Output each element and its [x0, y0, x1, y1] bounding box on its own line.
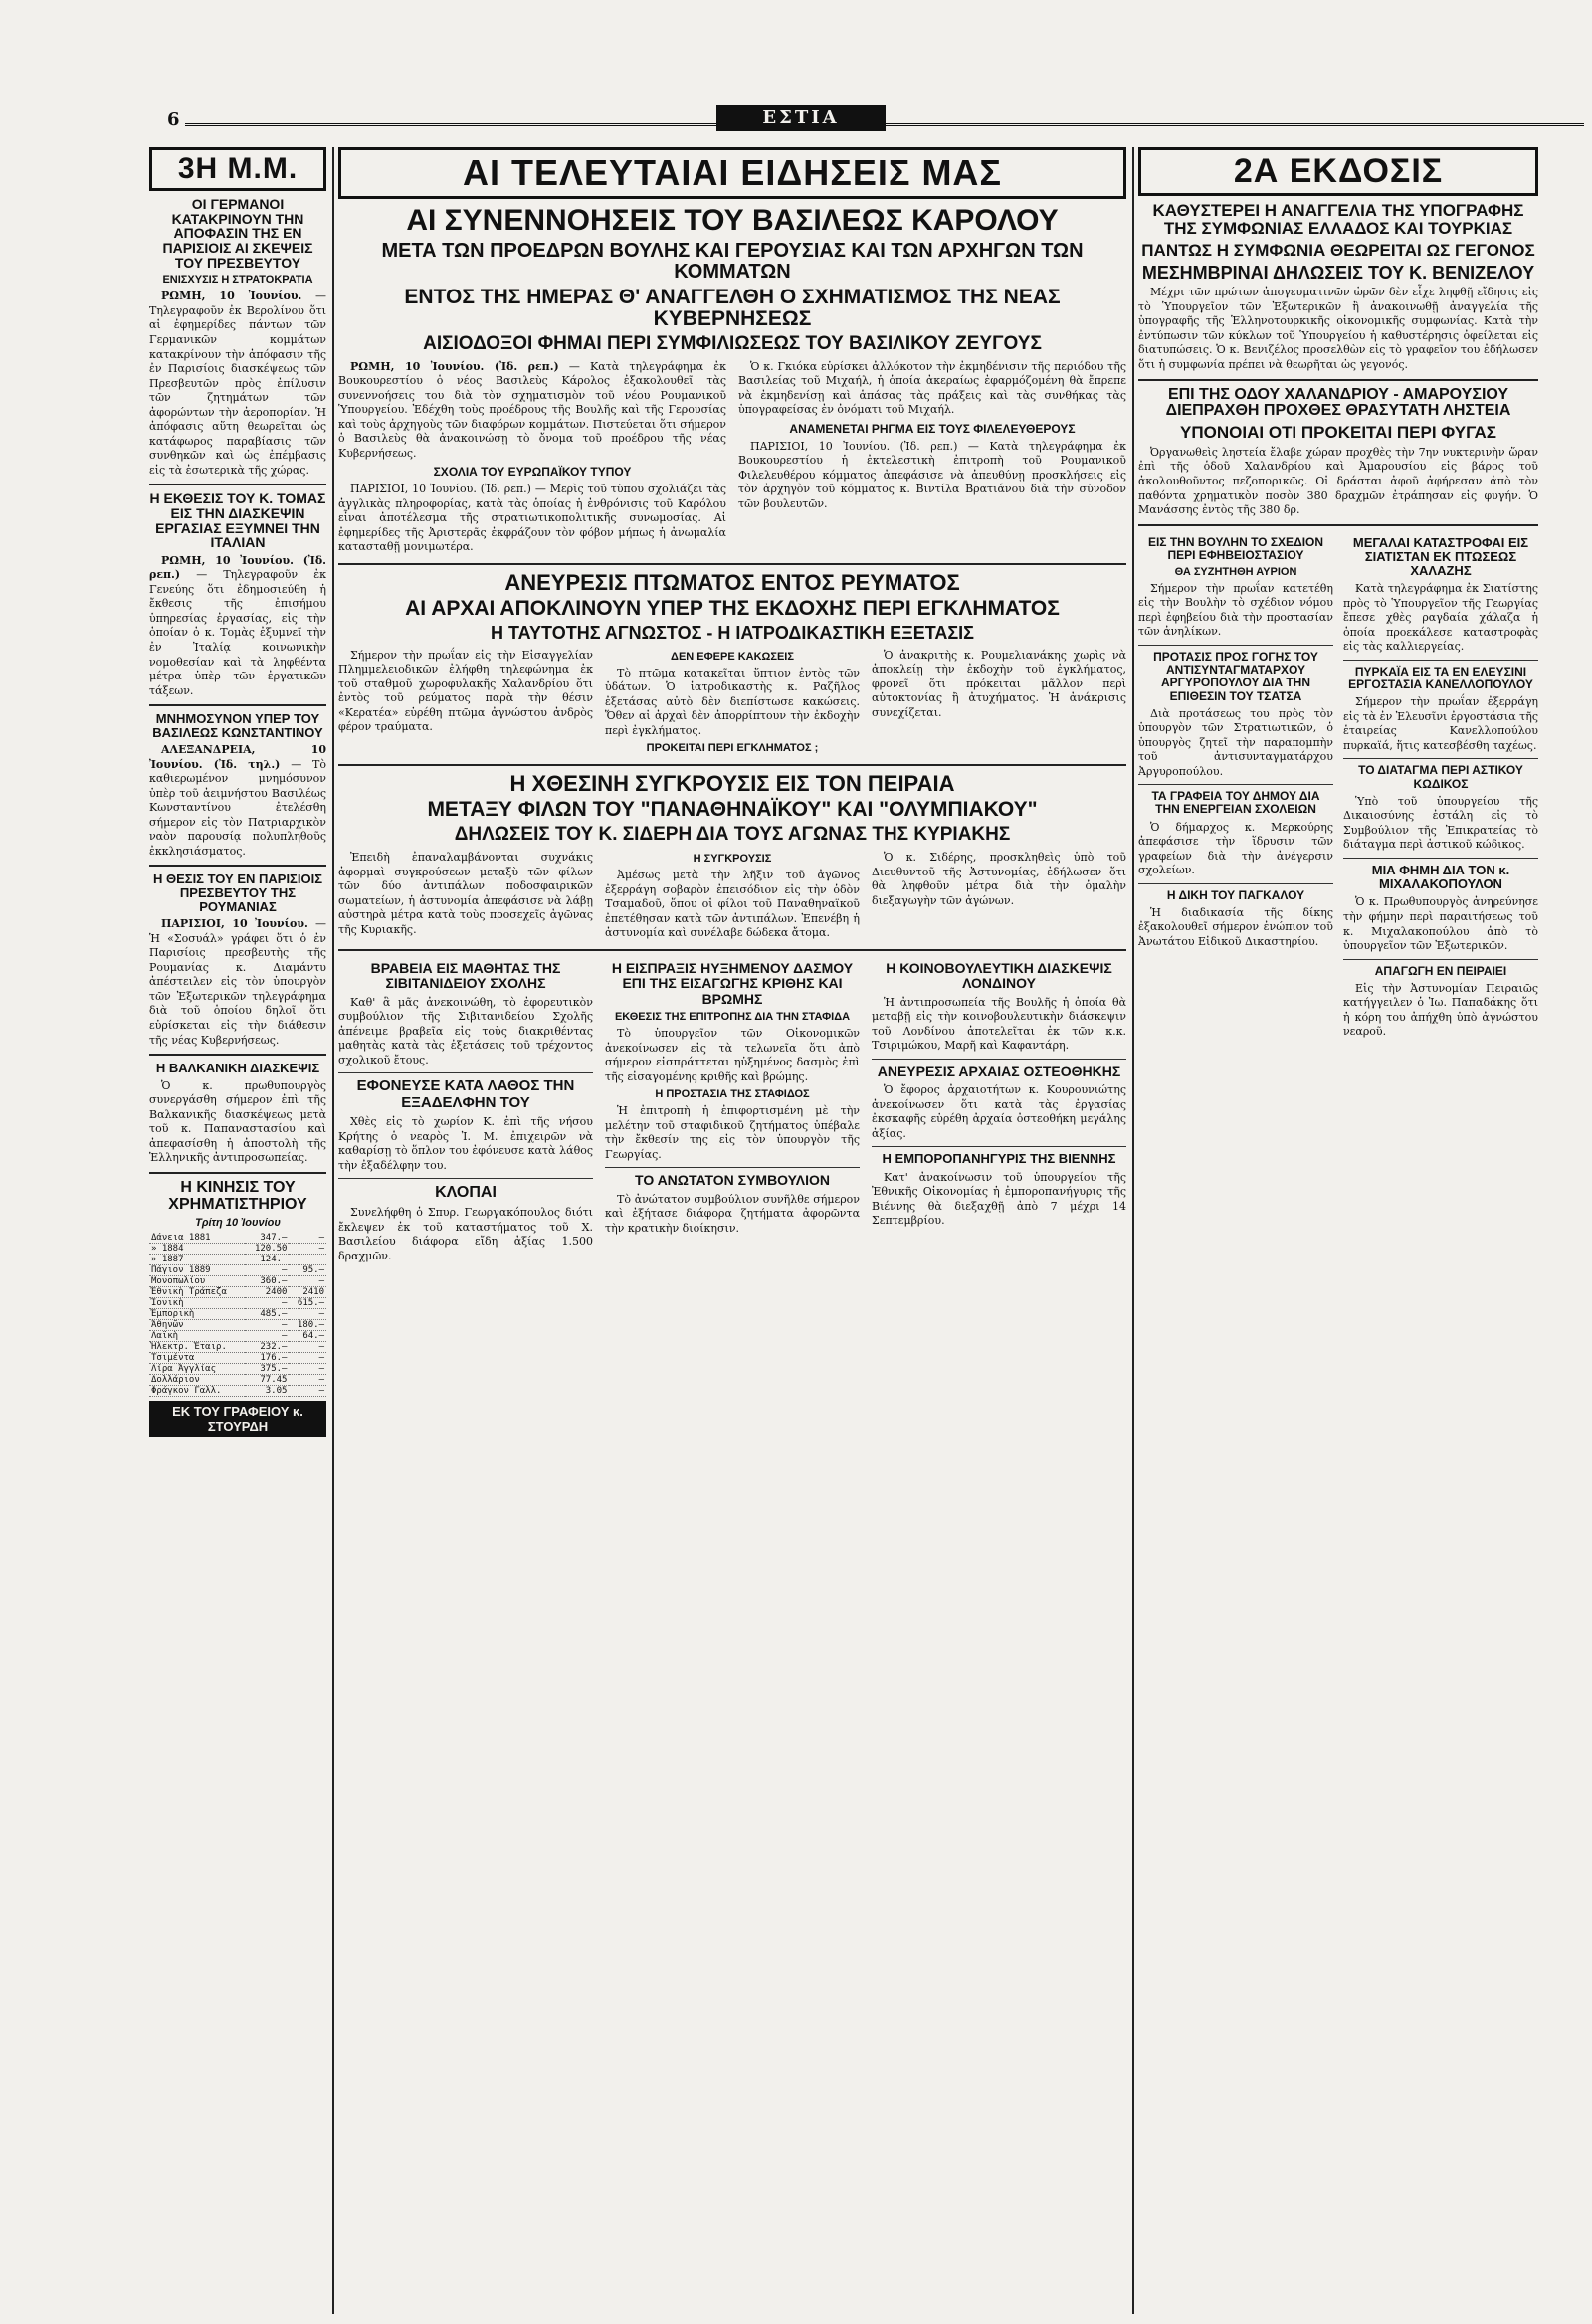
article-text: Ἡ ἀντιπροσωπεία τῆς Βουλῆς ἡ ὁποία θὰ μεταβῇ εἰς τὴν κοινοβουλευτικὴν διάσκεψιν τοῦ Λονδίνου ἀποτελεῖται ἐκ τῶν κ.κ. Τσιριμώκου, Μαρῆ καὶ Καφαντάρη. [872, 995, 1126, 1053]
table-cell: 2410 [289, 1287, 326, 1298]
headline-council: ΤΟ ΑΝΩΤΑΤΟΝ ΣΥΜΒΟΥΛΙΟΝ [635, 1172, 830, 1189]
table-cell: 360.— [245, 1276, 289, 1287]
headline-market: Η ΚΙΝΗΣΙΣ ΤΟΥ ΧΡΗΜΑΤΙΣΤΗΡΙΟΥ [168, 1178, 307, 1213]
article-text: — Τηλεγραφοῦν ἐκ Βερολίνου ὅτι αἱ ἐφημερίδες πάντων τῶν Γερμανικῶν κομμάτων κατακρίνουν τὴν ἀπόφασιν τῆς ἐν Παρισίοις διασκέψεως τῶν Πρεσβευτῶν πρὸς ἐπίλυσιν τῶν ζητημάτων τῶν ἀφορώντων τὴν ἀεροπορίαν. Ἡ ἀπόφασις αὕτη θεωρεῖται ὡς κατάφωρος παραβίασις τῶν συνθηκῶν καὶ ὡς ἐπέμβασις εἰς τὰ ἐσωτερικὰ τῆς χώρας. [149, 290, 326, 477]
table-cell: 120.50 [245, 1244, 289, 1255]
headline-killing: ΕΦΟΝΕΥΣΕ ΚΑΤΑ ΛΑΘΟΣ ΤΗΝ ΕΞΑΔΕΛΦΗΝ ΤΟΥ [356, 1077, 575, 1111]
headline-hail: ΜΕΓΑΛΑΙ ΚΑΤΑΣΤΡΟΦΑΙ ΕΙΣ ΣΙΑΤΙΣΤΑΝ ΕΚ ΠΤΩΣΕΩΣ ΧΑΛΑΖΗΣ [1352, 534, 1529, 579]
table-cell: Τσιμέντα [149, 1353, 245, 1364]
page-number: 6 [167, 109, 180, 130]
article-text: ΠΑΡΙΣΙΟΙ, 10 Ἰουνίου. (Ἰδ. ρεπ.) — Μερὶς τοῦ τύπου σχολιάζει τὰς ἀγγλικὰς πληροφορίας, κατὰ τὰς ὁποίας ἡ ἐνθρόνισις τοῦ Καρόλου εἶναι ἀποτέλεσμα τῆς στρατιωτικοπολιτικῆς συνωμοσίας. Αἱ ἐφημερίδες τῆς Ἀριστερᾶς ἐκφράζουν τὸν φόβον μήπως ἡ ἀνωμαλία κατασταθῇ μονιμωτέρα. [338, 483, 726, 554]
masthead: ΕΣΤΙΑ [716, 105, 886, 131]
lead-subheadline-2: ΕΝΤΟΣ ΤΗΣ ΗΜΕΡΑΣ Θ' ΑΝΑΓΓΕΛΘΗ Ο ΣΧΗΜΑΤΙΣΜΟΣ ΤΗΣ ΝΕΑΣ ΚΥΒΕΡΝΗΣΕΩΣ [404, 285, 1061, 330]
article-text: Ἡ ἐπιτροπὴ ἡ ἐπιφορτισμένη μὲ τὴν μελέτην τοῦ σταφιδικοῦ ζητήματος ὑπέβαλε τὴν ἔκθεσίν της εἰς τὸν ὑπουργὸν τῆς Γεωργίας. [605, 1104, 860, 1161]
article-text: Ὁ κ. πρωθυπουργὸς συνεργάσθη σήμερον ἐπὶ τῆς Βαλκανικῆς διασκέψεως μετὰ τοῦ κ. Παπαναστασίου καὶ ἀπεφασίσθη ἡ ἀποστολὴ τῆς Ἑλληνικῆς ἀντιπροσωπείας. [149, 1078, 326, 1165]
table-cell: 615.— [289, 1298, 326, 1309]
table-row [149, 1342, 326, 1353]
section-latest-news: ΑΙ ΤΕΛΕΥΤΑΙΑΙ ΕΙΔΗΣΕΙΣ ΜΑΣ [338, 147, 1126, 199]
headline-proposal: ΠΡΟΤΑΣΙΣ ΠΡΟΣ ΓΟΓΗΣ ΤΟΥ ΑΝΤΙΣΥΝΤΑΓΜΑΤΑΡΧΟΥ ΑΡΓΥΡΟΠΟΥΛΟΥ ΔΙΑ ΤΗΝ ΕΠΙΘΕΣΙΝ ΤΟΥ ΤΣΑΤΣΑ [1153, 649, 1318, 703]
subheadline-fact: ΠΑΝΤΩΣ Η ΣΥΜΦΩΝΙΑ ΘΕΩΡΕΙΤΑΙ ΩΣ ΓΕΓΟΝΟΣ [1141, 240, 1535, 260]
headline-pangalos-trial: Η ΔΙΚΗ ΤΟΥ ΠΑΓΚΑΛΟΥ [1166, 887, 1305, 902]
headline-schools: ΤΑ ΓΡΑΦΕΙΑ ΤΟΥ ΔΗΜΟΥ ΔΙΑ ΤΗΝ ΕΝΕΡΓΕΙΑΝ ΣΧΟΛΕΙΩΝ [1151, 789, 1320, 817]
article-text: Ἐπειδὴ ἐπαναλαμβάνονται συχνάκις ἀφορμαὶ συγκρούσεων μεταξὺ τῶν φίλων τῶν δύο ἀντιπάλων ποδοσφαιρικῶν σωματείων, ἡ ἀστυνομία ἀπεφάσισε νὰ λάβῃ αὐστηρὰ μέτρα κατὰ τοὺς προσεχεῖς ἀγῶνας τῆς Κυριακῆς. [338, 851, 593, 936]
table-cell: Λαϊκὴ [149, 1331, 245, 1342]
table-cell: Ἰονικὴ [149, 1298, 245, 1309]
article-text: — Τὸ καθιερωμένον μνημόσυνον ὑπὲρ τοῦ ἀειμνήστου Βασιλέως Κωνσταντίνου ἐτελέσθη σήμερον εἰς τὸν Πατριαρχικὸν ναὸν παρουσίᾳ πολυπληθοῦς ἐκκλησιάσματος. [149, 757, 326, 858]
table-cell: 232.— [245, 1342, 289, 1353]
table-row [149, 1287, 326, 1298]
table-cell: — [245, 1331, 289, 1342]
page-header [0, 107, 1592, 141]
lead-subheadline-3: ΑΙΣΙΟΔΟΞΟΙ ΦΗΜΑΙ ΠΕΡΙ ΣΥΜΦΙΛΙΩΣΕΩΣ ΤΟΥ ΒΑΣΙΛΙΚΟΥ ΖΕΥΓΟΥΣ [423, 332, 1042, 354]
table-cell: 77.45 [245, 1375, 289, 1386]
table-cell: — [289, 1244, 326, 1255]
headline-abduction: ΑΠΑΓΩΓΗ ΕΝ ΠΕΙΡΑΙΕΙ [1374, 963, 1507, 978]
right-column [1138, 147, 1538, 2314]
table-row [149, 1276, 326, 1287]
subhead: Η ΣΥΓΚΡΟΥΣΙΣ [693, 853, 772, 866]
table-cell: Μονοπωλίου [149, 1276, 245, 1287]
article-text: Κατὰ τηλεγράφημα ἐκ Σιατίστης πρὸς τὸ Ὑπουργεῖον τῆς Γεωργίας ἔπεσε χθὲς ραγδαία χάλαζα ἡ ὁποία προεκάλεσε καταστροφὰς εἰς τὰς καλλιεργείας. [1343, 582, 1538, 654]
table-cell: Λίρα Ἀγγλίας [149, 1364, 245, 1375]
table-cell: Ἐθνικὴ Τράπεζα [149, 1287, 245, 1298]
dateline: ΡΩΜΗ, 10 Ἰουνίου. [161, 290, 302, 303]
headline-civil-code: ΤΟ ΔΙΑΤΑΓΜΑ ΠΕΡΙ ΑΣΤΙΚΟΥ ΚΩΔΙΚΟΣ [1358, 763, 1523, 791]
headline-germans: ΟΙ ΓΕΡΜΑΝΟΙ ΚΑΤΑΚΡΙΝΟΥΝ ΤΗΝ ΑΠΟΦΑΣΙΝ ΤΗΣ ΕΝ ΠΑΡΙΣΙΟΙΣ ΑΙ ΣΚΕΨΕΙΣ ΤΟΥ ΠΡΕΣΒΕΥΤΟΥ [162, 196, 313, 271]
article-text: Χθὲς εἰς τὸ χωρίον Κ. ἐπὶ τῆς νήσου Κρήτης ὁ νεαρὸς Ἰ. Μ. ἐπιχειρῶν νὰ καθαρίσῃ τὸ ὅπλον του ἐφόνευσε κατὰ λάθος τὴν ἐξαδέλφην του. [338, 1115, 593, 1172]
subhead-press: ΣΧΟΛΙΑ ΤΟΥ ΕΥΡΩΠΑΪΚΟΥ ΤΥΠΟΥ [433, 465, 632, 480]
table-cell: » 1884 [149, 1244, 245, 1255]
headline-vienna-fair: Η ΕΜΠΟΡΟΠΑΝΗΓΥΡΙΣ ΤΗΣ ΒΙΕΝΝΗΣ [882, 1151, 1116, 1167]
article-text: Σήμερον τὴν πρωΐαν ἐξερράγη εἰς τὰ ἐν Ἐλευσῖνι ἐργοστάσια τῆς ἑταιρείας Κανελλοπούλου πυρκαϊά, ἥτις κατεσβέσθη ταχέως. [1343, 695, 1538, 752]
table-cell: — [289, 1375, 326, 1386]
table-cell: Δολλάριον [149, 1375, 245, 1386]
column-divider [332, 147, 334, 2314]
lead-headline: ΑΙ ΣΥΝΕΝΝΟΗΣΕΙΣ ΤΟΥ ΒΑΣΙΛΕΩΣ ΚΑΡΟΛΟΥ [406, 204, 1059, 237]
subheadline-venizelos: ΜΕΣΗΜΒΡΙΝΑΙ ΔΗΛΩΣΕΙΣ ΤΟΥ Κ. ΒΕΝΙΖΕΛΟΥ [1141, 262, 1535, 283]
article-text: Σήμερον τὴν πρωΐαν κατετέθη εἰς τὴν Βουλὴν τὸ σχέδιον νόμου περὶ ἐφηβείου διὰ τὴν προστασίαν τῶν ἀνηλίκων. [1138, 581, 1333, 639]
article-text: Τὸ ὑπουργεῖον τῶν Οἰκονομικῶν ἀνεκοίνωσεν εἰς τὰ τελωνεῖα ὅτι ἀπὸ σήμερον εἰσπράττεται ηὐξημένος δασμὸς ἐπὶ τῆς εἰσαγομένης κριθῆς καὶ βρώμης. [605, 1027, 860, 1083]
article-text: Εἰς τὴν Ἀστυνομίαν Πειραιῶς κατήγγειλεν ὁ Ἰω. Παπαδάκης ὅτι ἡ κόρη του ἀπήχθη ὑπὸ ἀγνώστου νεαροῦ. [1343, 981, 1538, 1039]
subhead-liberals: ΑΝΑΜΕΝΕΤΑΙ ΡΗΓΜΑ ΕΙΣ ΤΟΥΣ ΦΙΛΕΛΕΥΘΕΡΟΥΣ [789, 421, 1076, 436]
article-text: Διὰ προτάσεως του πρὸς τὸν ὑπουργὸν τῶν Στρατιωτικῶν, ὁ ὑπουργὸς ζητεῖ τὴν παραπομπὴν τοῦ ἀντισυνταγματάρχου Ἀργυροπούλου. [1138, 706, 1333, 778]
table-row [149, 1244, 326, 1255]
dateline: ΑΛΕΞΑΝΔΡΕΙΑ, 10 Ἰουνίου. (Ἰδ. τηλ.) [149, 743, 326, 771]
table-cell: 176.— [245, 1353, 289, 1364]
article-text: — Ἡ «Σοσυάλ» γράφει ὅτι ὁ ἐν Παρισίοις πρεσβευτὴς τῆς Ρουμανίας κ. Διαμάντυ ἀπέστειλεν εἰς τὸν ὑπουργὸν τῶν Ἐξωτερικῶν τηλεγράφημα διὰ τοῦ ὁποίου δηλοῖ ὅτι εὑρίσκεται εἰς τὴν διάθεσιν τῆς νέας Κυβερνήσεως. [149, 917, 326, 1047]
article-text: Ὁ κ. Πρωθυπουργὸς ἀνηρεύνησε τὴν φήμην περὶ παραιτήσεως τοῦ κ. Μιχαλακοπούλου ἀπὸ τὸ ὑπουργεῖον τῶν Ἐξωτερικῶν. [1343, 895, 1538, 953]
table-cell: — [289, 1353, 326, 1364]
table-row [149, 1386, 326, 1397]
headline-balkan: Η ΒΑΛΚΑΝΙΚΗ ΔΙΑΣΚΕΨΙΣ [155, 1061, 320, 1076]
headline-memorial: ΜΝΗΜΟΣΥΝΟΝ ΥΠΕΡ ΤΟΥ ΒΑΣΙΛΕΩΣ ΚΩΝΣΤΑΝΤΙΝΟΥ [152, 711, 323, 740]
article-text: Τὸ πτῶμα κατακεῖται ὕπτιον ἐντὸς τῶν ὑδάτων. Ὁ ἰατροδικαστὴς κ. Ραζῆλος ἐξετάσας αὐτὸ δὲν διεπίστωσε κακώσεις. Ὅθεν αἱ ἀρχαὶ δὲν ἀπορρίπτουν τὴν ἐκδοχὴν περὶ ἐγκλήματος. [605, 666, 860, 737]
article-text: ΠΑΡΙΣΙΟΙ, 10 Ἰουνίου. (Ἰδ. ρεπ.) — Κατὰ τηλεγράφημα ἐκ Βουκουρεστίου ἡ ἐκτελεστικὴ ἐπιτροπὴ τοῦ Ρουμανικοῦ Φιλελευθέρου κόμματος ἀπεφάσισε νὰ ἀπευθύνῃ προσκλήσεις εἰς τὸν ἀρχηγὸν τοῦ κόμματος κ. Βιντίλα Βρατιάνου διὰ τὴν σύνοδον τῶν βουλευτῶν. [738, 439, 1126, 510]
table-cell: Ἡλεκτρ. Ἑταιρ. [149, 1342, 245, 1353]
subhead: ΕΚΘΕΣΙΣ ΤΗΣ ΕΠΙΤΡΟΠΗΣ ΔΙΑ ΤΗΝ ΣΤΑΦΙΔΑ [614, 1011, 851, 1024]
article-text: Συνελήφθη ὁ Σπυρ. Γεωργακόπουλος διότι ἔκλεψεν ἐκ τοῦ καταστήματος τοῦ Χ. Βασιλείου διάφορα εἴδη ἀξίας 1.500 δραχμῶν. [338, 1206, 593, 1262]
table-cell: — [289, 1342, 326, 1353]
market-footer: ΕΚ ΤΟΥ ΓΡΑΦΕΙΟΥ κ. ΣΤΟΥΡΔΗ [149, 1401, 326, 1437]
table-cell: — [289, 1386, 326, 1397]
table-cell: — [289, 1276, 326, 1287]
article-text: Ὁ ἀνακριτὴς κ. Ρουμελιανάκης χωρὶς νὰ ἀποκλείῃ τὴν ἐκδοχὴν τοῦ ἐγκλήματος, φρονεῖ ὅτι πρόκειται μᾶλλον περὶ αὐτοκτονίας ἢ ἀτυχήματος. Ἡ ἀνάκρισις συνεχίζεται. [872, 648, 1126, 719]
article-text: Ὁ ἔφορος ἀρχαιοτήτων κ. Κουρουνιώτης ἀνεκοίνωσεν ὅτι κατὰ τὰς ἐργασίας ἐκσκαφῆς εὑρέθη ἀρχαία ὀστεοθήκη μεγάλης ἀξίας. [872, 1083, 1126, 1140]
headline-ossuary: ΑΝΕΥΡΕΣΙΣ ΑΡΧΑΙΑΣ ΟΣΤΕΟΘΗΚΗΣ [877, 1063, 1121, 1079]
headline-rumor: ΜΙΑ ΦΗΜΗ ΔΙΑ ΤΟΝ κ. ΜΙΧΑΛΑΚΟΠΟΥΛΟΝ [1371, 862, 1510, 892]
dateline: ΠΑΡΙΣΙΟΙ, 10 Ἰουνίου. [161, 917, 308, 931]
headline-robbery: ΕΠΙ ΤΗΣ ΟΔΟΥ ΧΑΛΑΝΔΡΙΟΥ - ΑΜΑΡΟΥΣΙΟΥ ΔΙΕΠΡΑΧΘΗ ΠΡΟΧΘΕΣ ΘΡΑΣΥΤΑΤΗ ΛΗΣΤΕΙΑ [1165, 385, 1511, 420]
article-text: — Κατὰ τηλεγράφημα ἐκ Βουκουρεστίου ὁ νέος Βασιλεὺς Κάρολος ἐξακολουθεῖ τὰς συνεννοήσεις του διὰ τὸν σχηματισμὸν τοῦ νέου Ρουμανικοῦ Ὑπουργείου. Ἐδέχθη τοὺς προέδρους τῆς Βουλῆς καὶ τῆς Γερουσίας καὶ τοὺς ἀρχηγοὺς τῶν διαφόρων κομμάτων. Πιστεύεται ὅτι σήμερον ὁ Βασιλεὺς θὰ ἀνακοινώσῃ τὸ ὄνομα τοῦ προέδρου τῆς νέας Κυβερνήσεως. [338, 359, 726, 460]
market-table [149, 1233, 326, 1397]
table-cell: 3.05 [245, 1386, 289, 1397]
headline-london-conference: Η ΚΟΙΝΟΒΟΥΛΕΥΤΙΚΗ ΔΙΑΣΚΕΨΙΣ ΛΟΝΔΙΝΟΥ [886, 959, 1112, 992]
table-cell: — [245, 1298, 289, 1309]
table-row [149, 1233, 326, 1244]
table-cell: — [289, 1233, 326, 1244]
table-cell: 64.— [289, 1331, 326, 1342]
table-cell: Πάγιον 1889 [149, 1265, 245, 1276]
dateline: ΡΩΜΗ, 10 Ἰουνίου. (Ἰδ. ρεπ.) [350, 359, 559, 373]
table-cell: Φράγκον Γαλλ. [149, 1386, 245, 1397]
lead-subheadline: ΜΕΤΑ ΤΩΝ ΠΡΟΕΔΡΩΝ ΒΟΥΛΗΣ ΚΑΙ ΓΕΡΟΥΣΙΑΣ ΚΑΙ ΤΩΝ ΑΡΧΗΓΩΝ ΤΩΝ ΚΟΜΜΑΤΩΝ [381, 239, 1084, 283]
table-cell: 375.— [245, 1364, 289, 1375]
subheadline-identity: Η ΤΑΥΤΟΤΗΣ ΑΓΝΩΣΤΟΣ - Η ΙΑΤΡΟΔΙΚΑΣΤΙΚΗ ΕΞΕΤΑΣΙΣ [491, 622, 974, 643]
article-text: Μέχρι τῶν πρώτων ἀπογευματινῶν ὡρῶν δὲν εἶχε ληφθῇ εἴδησις εἰς τὸ Ὑπουργεῖον τῶν Ἐξωτερικῶν ἢ ἀνακοινωθῇ ἀναγγελία τῆς ὑπογραφῆς τῆς Ἑλληνοτουρκικῆς οἰκονομικῆς συμφωνίας. Κατὰ τὴν ἐντύπωσιν τῶν κύκλων τοῦ Ὑπουργείου ἡ καθυστέρησις ὀφείλεται εἰς διατυπώσεις. Ὁ κ. Βενιζέλος προσελθὼν εἰς τὸ γραφεῖον του ἐδήλωσεν ὅτι ἡ συμφωνία πρέπει νὰ θεωρῆται ὡς γεγονός. [1138, 286, 1538, 371]
article-text: Ὀργανωθεὶς ληστεία ἔλαβε χώραν προχθὲς τὴν 7ην νυκτερινὴν ὥραν ἐπὶ τῆς ὁδοῦ Χαλανδρίου καὶ Ἀμαρουσίου εἰς βάρος τοῦ ἀκολουθοῦντος πεζοπορικῶς. Οἱ δράσται ἀφοῦ ἀφήρεσαν ἀπὸ τὸν παθόντα χρηματικὸν ποσὸν 380 δραχμῶν ἐτράπησαν εἰς φυγήν. Ὁ Μανάσσης ἐντὸς τῆς 380 δρ. [1138, 445, 1538, 517]
subhead: Η ΠΡΟΣΤΑΣΙΑ ΤΗΣ ΣΤΑΦΙΔΟΣ [655, 1088, 810, 1101]
headline-agreement: ΚΑΘΥΣΤΕΡΕΙ Η ΑΝΑΓΓΕΛΙΑ ΤΗΣ ΥΠΟΓΡΑΦΗΣ ΤΗΣ ΣΥΜΦΩΝΙΑΣ ΕΛΛΑΔΟΣ ΚΑΙ ΤΟΥΡΚΙΑΣ [1152, 201, 1524, 238]
table-cell: Ἐμπορικὴ [149, 1309, 245, 1320]
article-text: Ὁ κ. Γκιόκα εὑρίσκει ἀλλόκοτον τὴν ἐκμηδένισιν τῆς περιόδου τῆς Βασιλείας τοῦ Μιχαήλ, ἡ ὁποία ἀκεραίως ἐφαρμόζομένη θὰ ἔπρεπε νὰ ἐκμηδενίσῃ καὶ ἁπάσας τὰς πράξεις καὶ τὰς συνθήκας τὰς ὑπογραφείσας ἐν ὀνόματι τοῦ Μιχαήλ. [738, 359, 1126, 417]
article-text: Ὁ δήμαρχος κ. Μερκούρης ἀπεφάσισε τὴν ἵδρυσιν τῶν γραφείων διὰ τὴν ἀνέγερσιν σχολείων. [1138, 820, 1333, 877]
table-cell: — [289, 1309, 326, 1320]
article-text: Ἀμέσως μετὰ τὴν λῆξιν τοῦ ἀγῶνος ἐξερράγη σοβαρὸν ἐπεισόδιον εἰς τὴν ὁδὸν Τσαμαδοῦ, ὅπου οἱ φίλοι τοῦ Παναθηναϊκοῦ ἐπετέθησαν κατὰ τῶν ἀντιπάλων. Ἐπενέβη ἡ ἀστυνομία καὶ συνέλαβε δώδεκα ἄτομα. [605, 869, 860, 940]
center-column [338, 147, 1126, 2314]
left-column [149, 147, 326, 2314]
article-text: Καθ' ἃ μᾶς ἀνεκοινώθη, τὸ ἐφορευτικὸν συμβούλιον τῆς Σιβιτανιδείου Σχολῆς ἀπένειμε βραβεῖα εἰς τοὺς διακριθέντας μαθητὰς κατὰ τὰς ἐξετάσεις τοῦ τρέχοντος σχολικοῦ ἔτους. [338, 995, 593, 1066]
article-text: — Τηλεγραφοῦν ἐκ Γενεύης ὅτι ἐδημοσιεύθη ἡ ἔκθεσις τῆς ἐπισήμου ὑπηρεσίας ἐργασίας, εἰς τὴν ὁποίαν ὁ κ. Τομὰς ἐξυμνεῖ τὴν ἐν Ἰταλίᾳ κοινωνικὴν νομοθεσίαν καὶ τὰ ληφθέντα μέτρα ὑπὲρ τῶν ἐργατικῶν τάξεων. [149, 568, 326, 697]
section-3mm: 3Η Μ.Μ. [149, 147, 326, 191]
article-text: Κατ' ἀνακοίνωσιν τοῦ ὑπουργείου τῆς Ἐθνικῆς Οἰκονομίας ἡ ἐμποροπανήγυρις τῆς Βιέννης θὰ διεξαχθῇ ἀπὸ 7 μέχρι 14 Σεπτεμβρίου. [872, 1170, 1126, 1228]
table-cell: — [289, 1255, 326, 1265]
subheadline-sideris: ΔΗΛΩΣΕΙΣ ΤΟΥ Κ. ΣΙΔΕΡΗ ΔΙΑ ΤΟΥΣ ΑΓΩΝΑΣ ΤΗΣ ΚΥΡΙΑΚΗΣ [454, 824, 1011, 846]
table-cell: — [245, 1265, 289, 1276]
article-text: Ὁ κ. Σιδέρης, προσκληθεὶς ὑπὸ τοῦ Διευθυντοῦ τῆς Ἀστυνομίας, ἐδήλωσεν ὅτι θὰ ληφθοῦν μέτρα διὰ τὴν ὁμαλὴν διεξαγωγὴν τῶν ἀγώνων. [872, 851, 1126, 907]
column-divider [1132, 147, 1134, 2314]
subhead: ΠΡΟΚΕΙΤΑΙ ΠΕΡΙ ΕΓΚΛΗΜΑΤΟΣ ; [646, 742, 819, 755]
headline-body-found: ΑΝΕΥΡΕΣΙΣ ΠΤΩΜΑΤΟΣ ΕΝΤΟΣ ΡΕΥΜΑΤΟΣ [504, 569, 960, 595]
table-row [149, 1255, 326, 1265]
subheadline-suspicion: ΥΠΟΝΟΙΑΙ ΟΤΙ ΠΡΟΚΕΙΤΑΙ ΠΕΡΙ ΦΥΓΑΣ [1180, 423, 1496, 443]
subhead: ΘΑ ΣΥΖΗΤΗΘΗ ΑΥΡΙΟΝ [1174, 565, 1297, 578]
headline-thomas: Η ΕΚΘΕΣΙΣ ΤΟΥ Κ. ΤΟΜΑΣ ΕΙΣ ΤΗΝ ΔΙΑΣΚΕΨΙΝ ΕΡΓΑΣΙΑΣ ΕΞΥΜΝΕΙ ΤΗΝ ΙΤΑΛΙΑΝ [149, 490, 326, 551]
table-row [149, 1320, 326, 1331]
headline-thefts: ΚΛΟΠΑΙ [435, 1184, 497, 1202]
article-text: Ὑπὸ τοῦ ὑπουργείου τῆς Δικαιοσύνης ἐστάλη εἰς τὸ Συμβούλιον τῆς Ἐπικρατείας τὸ διάταγμα περὶ ἀστικοῦ κώδικος. [1343, 794, 1538, 852]
table-row [149, 1364, 326, 1375]
subheadline-clubs: ΜΕΤΑΞΥ ΦΙΛΩΝ ΤΟΥ "ΠΑΝΑΘΗΝΑΪΚΟΥ" ΚΑΙ "ΟΛΥΜΠΙΑΚΟΥ" [427, 798, 1038, 822]
subhead: ΔΕΝ ΕΦΕΡΕ ΚΑΚΩΣΕΙΣ [671, 650, 794, 663]
table-row [149, 1353, 326, 1364]
table-row [149, 1265, 326, 1276]
table-cell: — [289, 1364, 326, 1375]
table-cell: Ἀθηνῶν [149, 1320, 245, 1331]
headline-bill: ΕΙΣ ΤΗΝ ΒΟΥΛΗΝ ΤΟ ΣΧΕΔΙΟΝ ΠΕΡΙ ΕΦΗΒΕΙΟΣΤΑΣΙΟΥ [1147, 534, 1324, 562]
table-row [149, 1309, 326, 1320]
article-text: Ἡ διαδικασία τῆς δίκης ἐξακολουθεῖ σήμερον ἐνώπιον τοῦ Ἀνωτάτου Εἰδικοῦ Δικαστηρίου. [1138, 905, 1333, 948]
article-text: Τὸ ἀνώτατον συμβούλιον συνῆλθε σήμερον καὶ ἐξήτασε διάφορα ζητήματα ἀφορῶντα τὴν κρατικὴν διοίκησιν. [605, 1192, 860, 1235]
subheadline-crime: ΑΙ ΑΡΧΑΙ ΑΠΟΚΛΙΝΟΥΝ ΥΠΕΡ ΤΗΣ ΕΚΔΟΧΗΣ ΠΕΡΙ ΕΓΚΛΗΜΑΤΟΣ [405, 596, 1060, 620]
subheadline: ΕΝΙΣΧΥΣΙΣ Η ΣΤΡΑΤΟΚΡΑΤΙΑ [162, 274, 313, 287]
table-cell: 485.— [245, 1309, 289, 1320]
headline-awards: ΒΡΑΒΕΙΑ ΕΙΣ ΜΑΘΗΤΑΣ ΤΗΣ ΣΙΒΙΤΑΝΙΔΕΙΟΥ ΣΧΟΛΗΣ [370, 959, 561, 992]
headline-duties: Η ΕΙΣΠΡΑΞΙΣ ΗΥΞΗΜΕΝΟΥ ΔΑΣΜΟΥ ΕΠΙ ΤΗΣ ΕΙΣΑΓΩΓΗΣ ΚΡΙΘΗΣ ΚΑΙ ΒΡΩΜΗΣ [611, 959, 854, 1007]
table-row [149, 1375, 326, 1386]
table-row [149, 1298, 326, 1309]
headline-romania-ambassador: Η ΘΕΣΙΣ ΤΟΥ ΕΝ ΠΑΡΙΣΙΟΙΣ ΠΡΕΣΒΕΥΤΟΥ ΤΗΣ ΡΟΥΜΑΝΙΑΣ [152, 872, 322, 914]
article-text: Σήμερον τὴν πρωΐαν εἰς τὴν Εἰσαγγελίαν Πλημμελειοδικῶν ἐλήφθη τηλεφώνημα ἐκ τοῦ σταθμοῦ χωροφυλακῆς Χαλανδρίου ὅτι ἐντὸς τοῦ ρεύματος παρὰ τὴν θέσιν «Κερατέα» εὑρέθη πτῶμα ἀγνώστου ἀνδρὸς φέρον τραύματα. [338, 648, 593, 734]
table-cell: 180.— [289, 1320, 326, 1331]
table-cell: Δάνεια 1881 [149, 1233, 245, 1244]
table-cell: — [245, 1320, 289, 1331]
dateline: ΡΩΜΗ, 10 Ἰουνίου. (Ἰδ. ρεπ.) [149, 553, 326, 582]
headline-fire: ΠΥΡΚΑΪΑ ΕΙΣ ΤΑ ΕΝ ΕΛΕΥΣΙΝΙ ΕΡΓΟΣΤΑΣΙΑ ΚΑΝΕΛΛΟΠΟΥΛΟΥ [1348, 665, 1533, 692]
headline-piraeus-clash: Η ΧΘΕΣΙΝΗ ΣΥΓΚΡΟΥΣΙΣ ΕΙΣ ΤΟΝ ΠΕΙΡΑΙΑ [509, 771, 955, 797]
market-date: Τρίτη 10 Ἰουνίου [195, 1217, 281, 1230]
table-cell: 95.— [289, 1265, 326, 1276]
table-cell: » 1887 [149, 1255, 245, 1265]
table-cell: 124.— [245, 1255, 289, 1265]
table-row [149, 1331, 326, 1342]
table-cell: 2400 [245, 1287, 289, 1298]
table-cell: 347.— [245, 1233, 289, 1244]
section-second-edition: 2Α ΕΚΔΟΣΙΣ [1138, 147, 1538, 196]
